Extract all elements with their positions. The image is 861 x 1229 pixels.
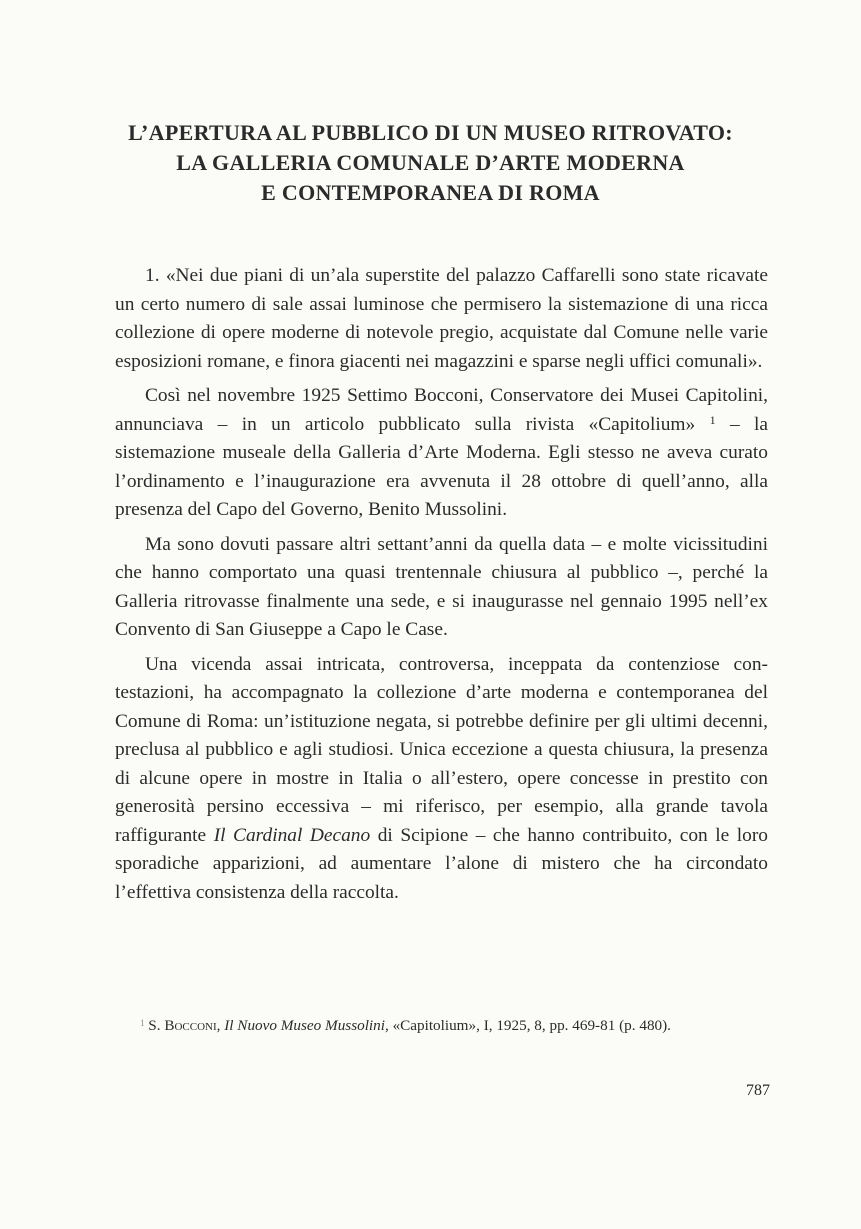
footnote (115, 1014, 768, 1037)
title-line-2: LA GALLERIA COMUNALE D’ARTE MODERNA (176, 150, 685, 175)
paragraph-1: 1. «Nei due piani di un’ala superstite del palazzo Caffarelli sono state ricavate un certo numero di sale assai luminose che permisero la sistemazione di una ricca collezione di opere moderne di notevole pregio, acquistate dal Comune nelle varie esposizioni romane, e finora giacenti nei magazzini e sparse negli uffici comunali». (115, 265, 768, 372)
artwork-title: Il Cardinal Decano (213, 824, 371, 846)
footnote-mark: 1 (140, 1018, 145, 1028)
footnote-work-title: Il Nuovo Museo Mussolini, (224, 1017, 389, 1034)
paragraph-4 (115, 651, 768, 908)
paragraph-4-text-a: Una vicenda assai intricata, controversa, inceppata da contenziose contestazioni, ha accompagnato la collezione d’arte moderna e contemporanea del Comune di Roma: un’istituzione negata, si potrebbe definire per gli ultimi decenni, preclusa al pubblico e agli studiosi. Unica eccezione a questa chiusura, la presenza di alcune opere in mostre in Italia o all’estero, opere concesse in prestito con generosità persino eccessiva – mi riferisco, per esempio, alla grande tavola raffigurante (115, 653, 768, 846)
paragraph-2 (115, 382, 768, 525)
article-title (60, 118, 801, 208)
footnote-details: «Capitolium», I, 1925, 8, pp. 469-81 (p. 480). (392, 1017, 671, 1034)
page-number: 787 (746, 1082, 770, 1099)
paragraph-3: Ma sono dovuti passare altri settant’anni da quella data – e molte vicissitudini che hanno comportato una quasi trentennale chiusura al pubblico –, perché la Galleria ritrovasse finalmente una sede, e si inaugurasse nel gennaio 1995 nell’ex Convento di San Giuseppe a Capo le Case. (115, 533, 768, 640)
footnote-reference[interactable]: 1 (709, 412, 716, 427)
paragraph-2-text-b: – la sistemazione museale della Galleria d’Arte Moderna. Egli stesso ne aveva curato l’ordinamento e l’inaugurazione era avvenuta il 28 ottobre di quell’anno, alla presenza del Capo del Governo, Benito Mussolini. (115, 413, 768, 520)
footnote-author: S. Bocconi, (148, 1017, 221, 1034)
body-text (115, 262, 768, 907)
title-line-1: L’APERTURA AL PUBBLICO DI UN MUSEO RITROVATO: (128, 120, 733, 145)
paragraph-2-text-a: Così nel novembre 1925 Settimo Bocconi, Conservatore dei Musei Capitolini, annunciava – in un articolo pubblicato sulla rivista «Capitolium» (115, 385, 768, 435)
paragraph-4-text-b: di Scipione – che hanno contribuito, con le loro sporadiche apparizioni, ad aumentare l’alone di mistero che ha circondato l’effettiva consistenza della raccolta. (115, 824, 768, 903)
title-line-3: E CONTEMPORANEA DI ROMA (261, 180, 600, 205)
